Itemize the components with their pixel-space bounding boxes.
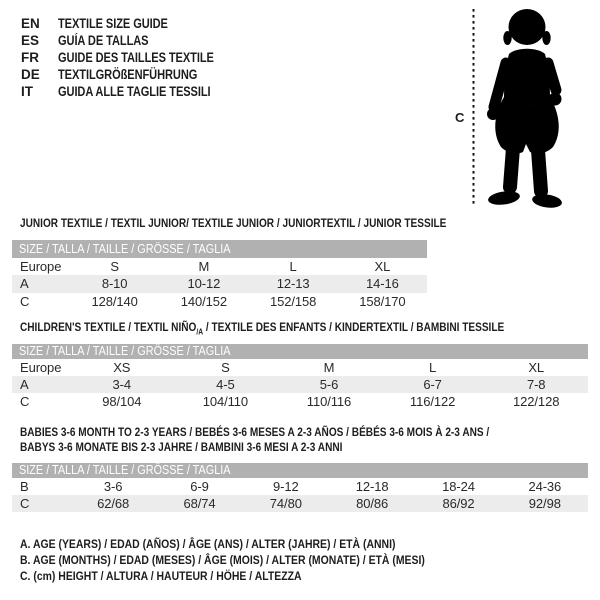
lang-title: GUIDA ALLE TAGLIE TESSILI [58,84,211,99]
babies-title-line2: BABYS 3-6 MONATE BIS 2-3 JAHRE / BAMBINI 3-6 MESI A 2-3 ANNI [20,440,343,454]
cell: 62/68 [97,495,130,511]
language-header [21,15,248,100]
lang-row-en [21,15,248,32]
lang-code: IT [21,84,33,99]
lang-row-fr [21,49,248,66]
row-label: C [20,394,30,410]
cell: 10-12 [187,276,221,292]
baby-silhouette-icon [487,9,563,210]
lang-row-de [21,66,248,83]
cell: 128/140 [91,293,138,309]
row-label: B [20,478,29,494]
legend-notes [20,536,485,584]
row-label: Europe [20,359,62,375]
size-header-bar [12,240,427,258]
babies-title-line1: BABIES 3-6 MONTH TO 2-3 YEARS / BEBÉS 3-6 MESES A 2-3 AÑOS / BÉBÉS 3-6 MOIS À 2-3 ANS / [20,425,490,439]
cell: 86/92 [442,495,475,511]
cell: M [323,359,335,375]
cell: 6-9 [190,478,209,494]
cell: 140/152 [180,293,228,309]
cell: 9-12 [273,478,299,494]
lang-code: ES [21,33,40,48]
cell: 3-4 [112,376,132,392]
size-header-label: SIZE / TALLA / TAILLE / GRÖSSE / TAGLIA [19,344,231,359]
cell: 74/80 [269,495,302,511]
lang-title: GUIDE DES TAILLES TEXTILE [58,50,214,65]
children-title-part: CHILDREN'S TEXTILE / TEXTIL NIÑO [20,320,197,334]
cell: 110/116 [306,394,352,410]
lang-code: DE [21,67,40,82]
note-age-years: A. AGE (YEARS) / EDAD (AÑOS) / ÂGE (ANS) / ALTER (JAHRE) / ETÀ (ANNI) [20,537,396,551]
table-row [12,359,588,376]
lang-title: GUÍA DE TALLAS [58,33,149,48]
cell: 12-18 [355,478,389,494]
note-age-months: B. AGE (MONTHS) / EDAD (MESES) / ÂGE (MOIS) / ALTER (MONATE) / ETÀ (MESI) [20,553,425,567]
cell: XS [113,359,131,375]
table-row [12,293,427,310]
row-label: A [20,276,29,292]
size-header-label: SIZE / TALLA / TAILLE / GRÖSSE / TAGLIA [19,242,231,256]
cell: 116/122 [409,394,456,410]
cell: S [221,359,230,375]
lang-row-es [21,32,248,49]
lang-row-it [21,83,248,100]
cell: 152/158 [269,293,317,309]
table-row [12,393,588,410]
cell: 68/74 [183,495,216,511]
row-label: Europe [20,259,62,275]
lang-code: EN [21,16,40,31]
cell: 158/170 [359,293,406,309]
cell: 92/98 [528,495,561,511]
lang-code: FR [21,50,39,65]
table-row [12,275,427,292]
cell: M [198,259,210,275]
cell: XL [374,259,391,275]
size-header-bar [12,344,588,359]
cell: 8-10 [101,276,128,292]
cell: 7-8 [526,376,546,392]
cell: 12-13 [276,276,310,292]
height-figure [450,5,595,210]
note-height-cm: C. (cm) HEIGHT / ALTURA / HAUTEUR / HÖHE / ALTEZZA [20,569,302,583]
size-header-bar [12,463,588,478]
children-title-subscript: /A [196,327,204,337]
cell: 18-24 [442,478,475,494]
cell: 14-16 [366,276,399,292]
babies-size-table [12,463,588,512]
junior-section-title: JUNIOR TEXTILE / TEXTIL JUNIOR/ TEXTILE JUNIOR / JUNIORTEXTIL / JUNIOR TESSILE [20,216,447,230]
cell: 3-6 [103,478,123,494]
cell: L [289,259,297,275]
cell: L [429,359,437,375]
cell: 6-7 [423,376,442,392]
height-label: C [455,110,465,125]
cell: 122/128 [513,394,560,410]
table-row [12,258,427,275]
children-title-part: / TEXTILE DES ENFANTS / KINDERTEXTIL / BAMBINI TESSILE [203,320,505,334]
cell: 104/110 [202,394,249,410]
cell: 98/104 [102,394,142,410]
row-label: A [20,376,29,392]
children-size-table [12,344,588,410]
cell: 4-5 [216,376,235,392]
lang-title: TEXTILE SIZE GUIDE [58,16,168,31]
junior-size-table [12,240,427,310]
table-row [12,495,588,512]
row-label: C [20,495,30,511]
cell: 24-36 [528,478,562,494]
children-section-title [20,320,504,339]
cell: 5-6 [319,376,339,392]
cell: S [110,259,119,275]
row-label: C [20,293,30,309]
lang-title: TEXTILGRÖßENFÜHRUNG [58,67,198,82]
cell: XL [528,359,545,375]
size-header-label: SIZE / TALLA / TAILLE / GRÖSSE / TAGLIA [19,463,231,478]
table-row [12,376,588,393]
table-row [12,478,588,495]
babies-section-title [20,425,489,455]
cell: 80/86 [356,495,389,511]
